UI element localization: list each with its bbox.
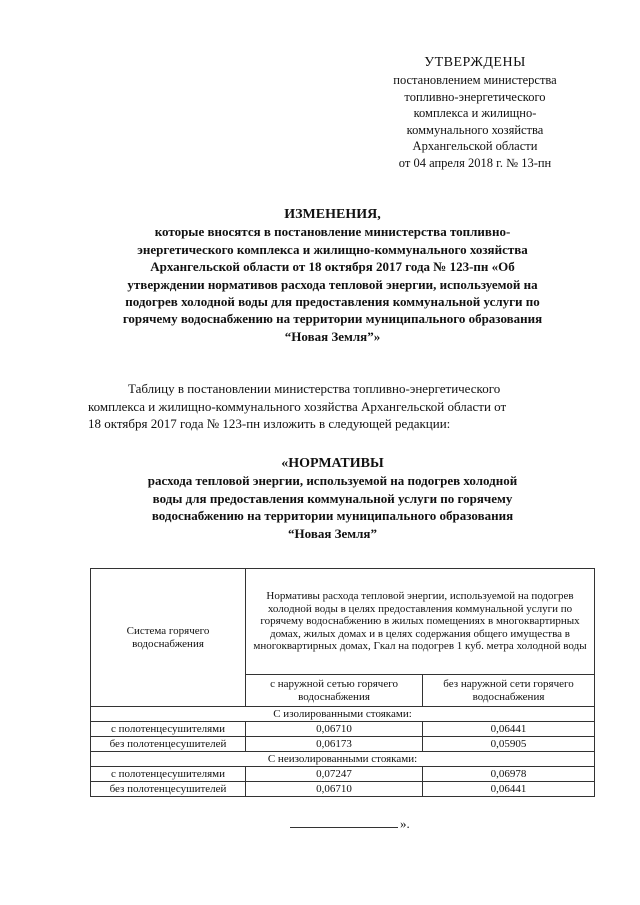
changes-line: горячему водоснабжению на территории муниципального образования [122, 311, 543, 327]
closing-quote: ». [400, 816, 410, 831]
value-without-network: 0,05905 [423, 737, 595, 752]
table-row [91, 782, 595, 797]
approval-block [365, 54, 585, 171]
table-row [91, 737, 595, 752]
approval-line: коммунального хозяйства [406, 122, 544, 137]
approval-title: УТВЕРЖДЕНЫ [424, 55, 526, 70]
normatives-line: воды для предоставления коммунальной услуги по горячему [152, 490, 513, 506]
value-without-network: 0,06441 [423, 782, 595, 797]
changes-title: ИЗМЕНЕНИЯ, [284, 207, 381, 222]
value-without-network: 0,06441 [423, 722, 595, 737]
col-with-network: с наружной сетью горячего водоснабжения [246, 675, 423, 707]
row-label: с полотенцесушителями [91, 767, 246, 782]
changes-line: энергетического комплекса и жилищно-коммунального хозяйства [137, 241, 528, 257]
paragraph-line: 18 октября 2017 года № 123-пн изложить в следующей редакции: [88, 416, 451, 432]
table-row [91, 767, 595, 782]
row-label: с полотенцесушителями [91, 722, 246, 737]
system-header: Система горячего водоснабжения [91, 569, 246, 707]
norm-header: Нормативы расхода тепловой энергии, используемой на подогрев холодной воды в целях предоставления коммунальной услуги по горячему водоснабжению в жилых помещениях в многоквартирных домах, жилых домах и в целях содержания общего имущества в многоквартирных домах, Гкал на подогрев 1 куб. метра холодной воды [246, 569, 595, 675]
value-with-network: 0,06710 [246, 782, 423, 797]
body-paragraph [88, 380, 593, 433]
approval-line: комплекса и жилищно- [413, 106, 537, 120]
normatives-heading [80, 455, 585, 542]
normatives-line: расхода тепловой энергии, используемой на подогрев холодной [147, 473, 518, 489]
paragraph-line: комплекса и жилищно-коммунального хозяйства Архангельской области от [88, 398, 507, 414]
table-row [91, 722, 595, 737]
approval-line: постановлением министерства [393, 73, 557, 87]
col-without-network: без наружной сети горячего водоснабжения [423, 675, 595, 707]
table-header-row [91, 569, 595, 675]
changes-line: Архангельской области от 18 октября 2017 года № 123-пн «Об [150, 259, 515, 275]
section-title: С неизолированными стояками: [91, 752, 595, 767]
signature-line [290, 827, 398, 828]
normatives-title: «НОРМАТИВЫ [281, 456, 384, 471]
normatives-line: водоснабжению на территории муниципального образования [151, 508, 514, 524]
table-section-row [91, 752, 595, 767]
changes-line: которые вносятся в постановление министерства топливно- [154, 224, 511, 240]
value-without-network: 0,06978 [423, 767, 595, 782]
value-with-network: 0,06173 [246, 737, 423, 752]
row-label: без полотенцесушителей [91, 782, 246, 797]
value-with-network: 0,07247 [246, 767, 423, 782]
normatives-line: “Новая Земля” [288, 525, 377, 541]
row-label: без полотенцесушителей [91, 737, 246, 752]
section-title: С изолированными стояками: [91, 707, 595, 722]
approval-line: от 04 апреля 2018 г. № 13-пн [398, 155, 552, 170]
paragraph-line: Таблицу в постановлении министерства топливно-энергетического [128, 381, 501, 396]
approval-line: топливно-энергетического [404, 89, 546, 104]
changes-heading [80, 206, 585, 345]
table-section-row [91, 707, 595, 722]
value-with-network: 0,06710 [246, 722, 423, 737]
closing-mark [290, 816, 410, 832]
normatives-table [90, 568, 595, 797]
changes-line: подогрев холодной воды для предоставления коммунальной услуги по [125, 294, 540, 310]
approval-line: Архангельской области [412, 139, 538, 153]
changes-line: “Новая Земля”» [284, 328, 381, 344]
changes-line: утверждении нормативов расхода тепловой энергии, используемой на [127, 276, 538, 292]
